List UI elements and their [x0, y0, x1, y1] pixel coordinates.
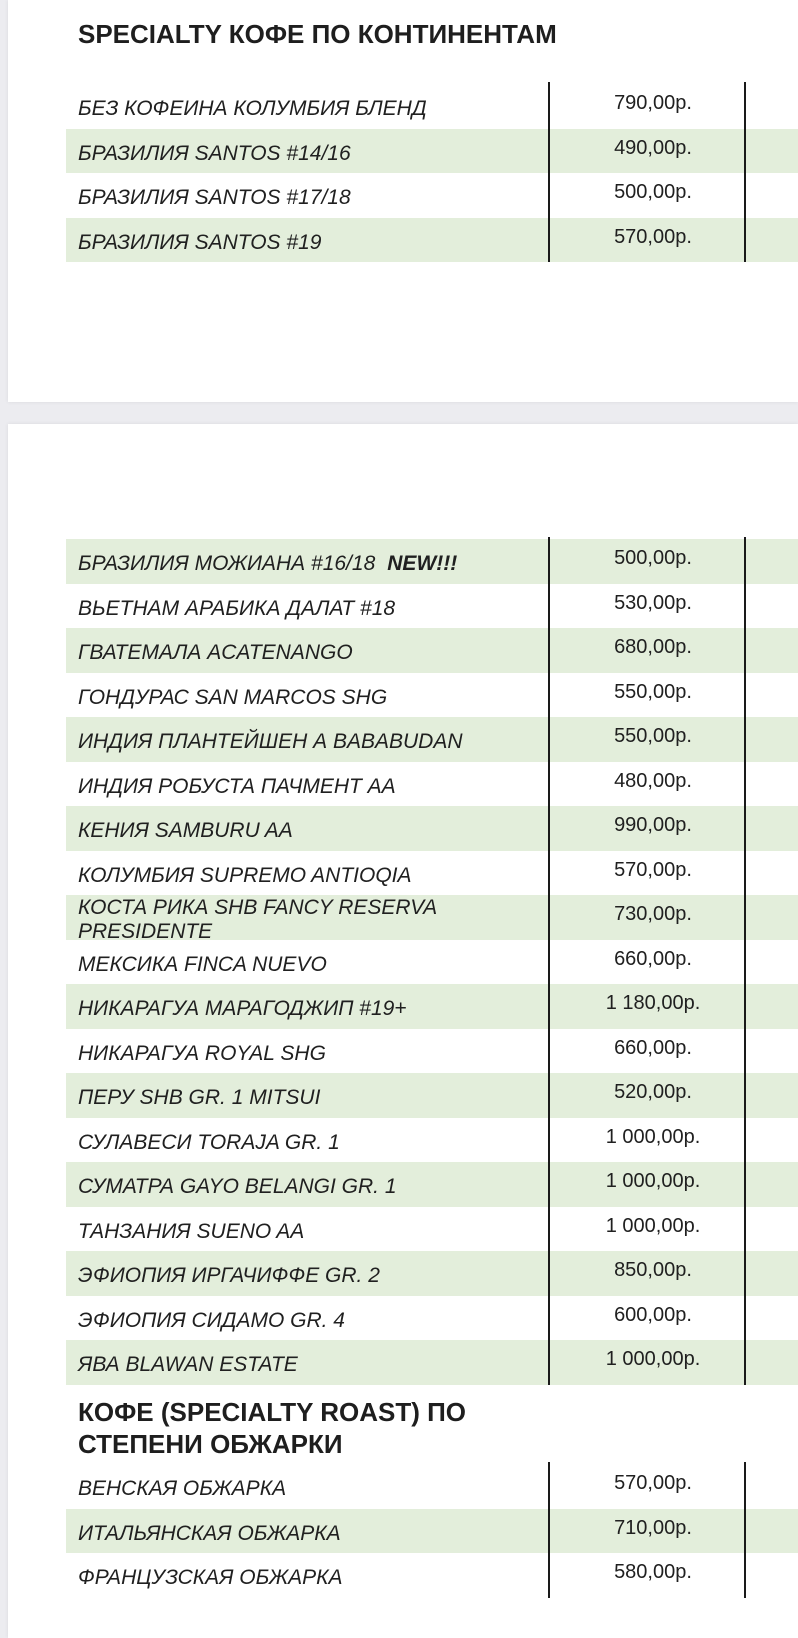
product-name-text: НИКАРАГУА МАРАГОДЖИП #19+ [78, 997, 407, 1021]
price-row [66, 1464, 798, 1509]
column-divider-right [744, 537, 746, 1385]
product-name-text: БРАЗИЛИЯ МОЖИАНА #16/18 [78, 552, 376, 576]
new-badge: NEW!!! [387, 552, 458, 576]
document-page-1 [8, 0, 798, 402]
product-name [78, 129, 538, 174]
column-divider-right [744, 1462, 746, 1598]
price-row [66, 1073, 798, 1118]
column-divider-left [548, 82, 550, 262]
product-name [78, 628, 538, 673]
product-price: 1 180,00р. [605, 992, 701, 1014]
product-name [78, 173, 538, 218]
product-name [78, 539, 538, 584]
product-name [78, 673, 538, 718]
product-name-text: БРАЗИЛИЯ SANTOS #17/18 [78, 186, 351, 210]
section-title-continents: SPECIALTY КОФЕ ПО КОНТИНЕНТАМ [78, 19, 557, 49]
product-name [78, 1340, 538, 1385]
product-name-text: СУМАТРА GAYO BELANGI GR. 1 [78, 1175, 397, 1199]
product-name-text: ГОНДУРАС SAN MARCOS SHG [78, 685, 388, 709]
product-name [78, 895, 538, 944]
product-price: 550,00р. [614, 680, 692, 703]
product-price: 790,00р. [614, 92, 692, 114]
product-price: 570,00р. [614, 1472, 692, 1494]
product-price: 480,00р. [614, 769, 692, 792]
product-name [78, 717, 538, 762]
price-row [66, 1118, 798, 1163]
product-price: 850,00р. [614, 1259, 692, 1281]
product-price: 990,00р. [614, 814, 692, 836]
price-row [66, 940, 798, 985]
price-row [66, 129, 798, 174]
product-name [78, 584, 538, 629]
price-row [66, 1251, 798, 1296]
product-name [78, 1509, 538, 1554]
product-price: 600,00р. [614, 1303, 692, 1326]
price-row [66, 628, 798, 673]
product-name-text: КОСТА РИКА SHB FANCY RESERVA PRESIDENTE [78, 896, 437, 944]
price-table-roast [66, 1464, 798, 1598]
product-price: 520,00р. [614, 1081, 692, 1103]
product-name [78, 1553, 538, 1598]
product-name [78, 84, 538, 129]
product-price: 570,00р. [614, 858, 692, 881]
product-name-text: МЕКСИКА FINCA NUEVO [78, 952, 327, 976]
product-price: 530,00р. [614, 591, 692, 614]
price-row [66, 218, 798, 263]
product-price: 580,00р. [614, 1561, 692, 1583]
product-name [78, 1296, 538, 1341]
product-name [78, 984, 538, 1029]
product-name-text: ГВАТЕМАЛА ACATENANGO [78, 641, 353, 665]
product-name-text: ТАНЗАНИЯ SUENO AA [78, 1219, 305, 1243]
product-name-text: ИНДИЯ ПЛАНТЕЙШЕН А BABABUDAN [78, 730, 463, 754]
price-row [66, 984, 798, 1029]
product-price: 490,00р. [614, 136, 692, 159]
product-price: 550,00р. [614, 725, 692, 747]
product-price: 660,00р. [614, 1036, 692, 1059]
price-row [66, 1162, 798, 1207]
product-name-text: ИНДИЯ РОБУСТА ПАЧМЕНТ АА [78, 774, 396, 798]
price-row [66, 1029, 798, 1074]
price-row [66, 84, 798, 129]
product-name [78, 1207, 538, 1252]
product-name [78, 1251, 538, 1296]
price-row [66, 762, 798, 807]
product-name-text: ИТАЛЬЯНСКАЯ ОБЖАРКА [78, 1521, 341, 1545]
product-name [78, 1162, 538, 1207]
price-row [66, 851, 798, 896]
product-price: 1 000,00р. [605, 1125, 701, 1148]
price-row [66, 1296, 798, 1341]
product-name-text: ФРАНЦУЗСКАЯ ОБЖАРКА [78, 1566, 343, 1590]
column-divider-right [744, 82, 746, 262]
product-name-text: СУЛАВЕСИ TORAJA GR. 1 [78, 1130, 340, 1154]
column-divider-left [548, 1462, 550, 1598]
product-name-text: КОЛУМБИЯ SUPREMO ANTIOQIA [78, 863, 412, 887]
product-name [78, 1118, 538, 1163]
price-row [66, 1340, 798, 1385]
price-row [66, 1207, 798, 1252]
product-name-text: ЭФИОПИЯ ИРГАЧИФФЕ GR. 2 [78, 1264, 380, 1288]
price-table-continents [66, 84, 798, 262]
product-name [78, 806, 538, 851]
product-name-text: ЭФИОПИЯ СИДАМО GR. 4 [78, 1308, 345, 1332]
product-name [78, 851, 538, 896]
price-row [66, 584, 798, 629]
product-price: 710,00р. [614, 1516, 692, 1539]
product-name-text: ПЕРУ SHB GR. 1 MITSUI [78, 1086, 321, 1110]
product-name [78, 1464, 538, 1509]
price-row [66, 673, 798, 718]
product-name [78, 218, 538, 263]
product-name-text: КЕНИЯ SAMBURU AA [78, 819, 293, 843]
product-name-text: НИКАРАГУА ROYAL SHG [78, 1041, 326, 1065]
product-price: 500,00р. [614, 547, 692, 569]
price-row [66, 806, 798, 851]
product-price: 500,00р. [614, 181, 692, 203]
product-name [78, 940, 538, 985]
product-name-text: БРАЗИЛИЯ SANTOS #14/16 [78, 141, 351, 165]
price-table-origins [66, 539, 798, 1385]
product-name-text: ВЕНСКАЯ ОБЖАРКА [78, 1477, 287, 1501]
product-name [78, 762, 538, 807]
price-row [66, 173, 798, 218]
product-name-text: БРАЗИЛИЯ SANTOS #19 [78, 230, 322, 254]
column-divider-left [548, 537, 550, 1385]
product-price: 660,00р. [614, 947, 692, 970]
price-row [66, 717, 798, 762]
price-row [66, 1509, 798, 1554]
product-price: 730,00р. [614, 903, 692, 925]
price-row [66, 895, 798, 944]
product-name-text: БЕЗ КОФЕИНА КОЛУМБИЯ БЛЕНД [78, 97, 427, 121]
section-title-roast: КОФЕ (SPECIALTY ROAST) ПО СТЕПЕНИ ОБЖАРКИ [78, 1397, 467, 1459]
price-row [66, 539, 798, 584]
product-price: 1 000,00р. [605, 1214, 701, 1237]
product-price: 1 000,00р. [605, 1170, 701, 1192]
document-page-2 [8, 424, 798, 1638]
product-price: 570,00р. [614, 225, 692, 248]
product-name [78, 1073, 538, 1118]
product-name [78, 1029, 538, 1074]
product-name-text: ЯВА BLAWAN ESTATE [78, 1353, 298, 1377]
price-row [66, 1553, 798, 1598]
product-price: 1 000,00р. [605, 1348, 701, 1370]
product-name-text: ВЬЕТНАМ АРАБИКА ДАЛАТ #18 [78, 596, 396, 620]
product-price: 680,00р. [614, 636, 692, 658]
